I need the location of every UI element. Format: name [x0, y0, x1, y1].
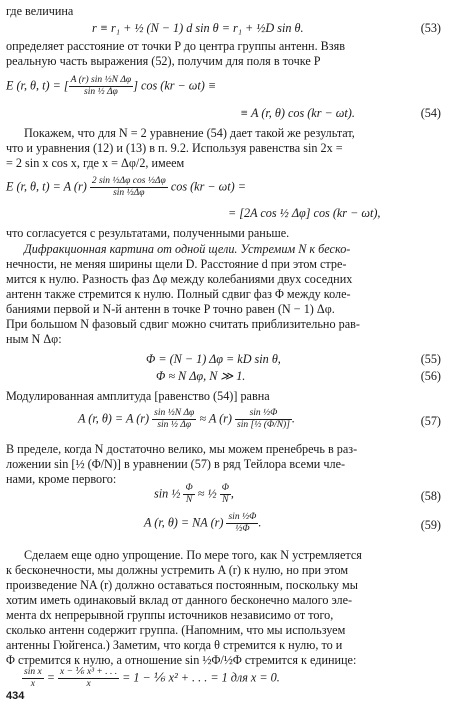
equation-n2-line2: = [2A cos ½ Δφ] cos (kr − ωt),: [228, 206, 381, 220]
text-line: антенны Гюйгенса.) Заметим, что когда θ стремится к нулю, то и: [6, 638, 343, 652]
text-line: мента dx непрерывной группы источников независимо от того,: [6, 608, 334, 622]
text-line: Модулированная амплитуда [равенство (54)] равна: [6, 389, 270, 403]
equation-number-59: (59): [420, 518, 441, 532]
equation-58-fraction-1: [183, 483, 194, 506]
equation-58: sin ½ $\frac{\Phi}{N}$ ≈ ½ $\frac{\Phi}{N}$ ,: [154, 483, 234, 505]
equation-number-53: (53): [420, 21, 441, 35]
equation-number-54: (54): [420, 106, 441, 120]
equation-57-denominator-2: sin [½ (Φ/N)]: [237, 420, 290, 430]
text-line: нечности, не меняя ширины щели D. Расстояние d при этом стре-: [6, 257, 347, 271]
equation-54-line2: ≡ A (r, θ) cos (kr − ωt).: [240, 106, 355, 120]
equation-58-denominator-2: N: [222, 495, 229, 505]
text-line: Φ стремится к нулю, а отношение sin ½Φ/½Φ стремится к единице:: [6, 653, 357, 667]
equation-58-numerator-2: Φ: [221, 483, 229, 493]
equation-57: A (r, θ) = A (r) $\frac{\text{sin ½N Δφ}}{\text{sin ½ Δφ}}$ ≈ A (r) $\frac{\text{sin ½Φ}}{\text{sin [½ (Φ/N)]}}$ .: [78, 408, 295, 430]
equation-sinx-denominator-2: x: [86, 679, 91, 689]
equation-59-lhs: A (r, θ) = NA (r): [144, 515, 224, 530]
text-line: ложении sin [½ (Φ/N)] в уравнении (57) в ряд Тейлора всеми чле-: [6, 457, 346, 471]
equation-number-56: (56): [420, 369, 441, 383]
equation-54-fraction: [69, 75, 134, 98]
text-line: к бесконечности, мы должны устремить A (r) к нулю, но при этом: [6, 563, 349, 577]
text-line: реальную часть выражения (52), получим для поля в точке P: [6, 54, 321, 68]
equation-57-denominator-1: sin ½ Δφ: [157, 420, 192, 430]
equation-sinx-numerator-1: sin x: [24, 667, 42, 677]
equation-59-numerator: sin ½Φ: [228, 512, 257, 522]
equation-59: A (r, θ) = NA (r) $\frac{\text{sin ½Φ}}{\text{½Φ}}$ .: [144, 512, 262, 534]
section-heading-line: Дифракционная картина от одной щели. Устремим N к беско-: [24, 242, 351, 256]
equation-54-denominator: sin ½ Δφ: [84, 87, 118, 97]
equation-sinx-equals: =: [46, 670, 55, 685]
text-line: В пределе, когда N достаточно велико, мы можем пренебречь в раз-: [6, 442, 358, 456]
equation-58-denominator-1: N: [185, 495, 193, 505]
equation-n2-denominator: sin ½Δφ: [113, 188, 145, 198]
equation-58-fraction-2: [220, 483, 231, 506]
equation-54-lhs: E (r, θ, t) =: [6, 78, 61, 93]
equation-58-numerator-1: Φ: [185, 483, 193, 493]
equation-54-tail: cos (kr − ωt) ≡: [140, 78, 217, 93]
equation-57-middle: ≈ A (r): [199, 411, 232, 426]
text-line: определяет расстояние от точки P до центра группы антенн. Взяв: [6, 39, 345, 53]
text-line: = 2 sin x cos x, где x = Δφ/2, имеем: [6, 156, 185, 170]
equation-n2-lhs: E (r, θ, t) = A (r): [6, 179, 87, 194]
equation-53: r ≡ r₁ + ½ (N − 1) d sin θ = r₁ + ½D sin θ.: [92, 21, 304, 35]
equation-sinx-limit: [22, 667, 280, 690]
equation-57-fraction-2: [235, 408, 292, 431]
equation-sinx-numerator-2: x − ⅙ x³ + . . .: [60, 667, 118, 677]
text-line: хотим иметь одинаковый вклад от данного бесконечно малого эле-: [6, 593, 353, 607]
equation-number-58: (58): [420, 489, 441, 503]
text-line: Сделаем еще одно упрощение. По мере того, как N устремляется: [24, 548, 362, 562]
equation-55: Φ = (N − 1) Δφ = kD sin θ,: [146, 352, 281, 366]
text-line: что и уравнения (12) и (13) в п. 9.2. Используя равенства sin 2x =: [6, 141, 343, 155]
equation-sinx-fraction-1: [22, 667, 44, 690]
equation-number-57: (57): [420, 414, 441, 428]
equation-54-numerator: A (r) sin ½N Δφ: [70, 75, 132, 85]
equation-n2-tail: cos (kr − ωt) =: [170, 179, 246, 194]
equation-number-55: (55): [420, 352, 441, 366]
equation-56: Φ ≈ N Δφ, N ≫ 1.: [156, 369, 246, 383]
text-line: антенн также стремится к нулю. Полный сдвиг фаз Φ между коле-: [6, 287, 351, 301]
text-line: При большом N фазовый сдвиг можно считать приблизительно рав-: [6, 317, 360, 331]
equation-sinx-tail: = 1 − ⅙ x² + . . . = 1 для x = 0.: [122, 670, 280, 685]
text-line: где величина: [6, 4, 74, 18]
equation-57-numerator-2: sin ½Φ: [235, 408, 292, 420]
text-line: что согласуется с результатами, полученными раньше.: [6, 226, 290, 240]
equation-59-denominator: ½Φ: [235, 524, 250, 534]
equation-57-lhs: A (r, θ) = A (r): [78, 411, 150, 426]
text-line: мится к нулю. Разность фаз Δφ между колебаниями двух соседних: [6, 272, 353, 286]
equation-57-numerator-1: sin ½N Δφ: [154, 408, 195, 418]
equation-sinx-denominator-1: x: [30, 679, 35, 689]
equation-n2-numerator: 2 sin ½Δφ cos ½Δφ: [91, 176, 166, 186]
text-line: баниями первой и N-й антенн в точке P точно равен (N − 1) Δφ.: [6, 302, 335, 316]
equation-58-middle: ≈ ½: [197, 486, 217, 501]
equation-59-fraction: [226, 512, 258, 535]
equation-sinx-fraction-2: [58, 667, 119, 690]
equation-54-line1: E (r, θ, t) = [ $\frac{\text{A (r) sin ½N Δφ}}{\text{sin ½ Δφ}}$ ] cos (kr − ωt) ≡: [6, 75, 217, 97]
equation-58-lhs: sin ½: [154, 486, 181, 501]
text-line: ным N Δφ:: [6, 332, 62, 346]
equation-n2-line1: [6, 176, 246, 199]
text-line: нами, кроме первого:: [6, 472, 117, 486]
equation-n2-fraction: [90, 176, 168, 199]
text-line: сколько антенн содержит группа. (Напомним, что мы используем: [6, 623, 346, 637]
text-line: Покажем, что для N = 2 уравнение (54) дает такой же результат,: [24, 126, 355, 140]
page-number: 434: [6, 690, 25, 702]
text-line: произведение NA (r) должно оставаться постоянным, поскольку мы: [6, 578, 358, 592]
equation-57-fraction-1: [152, 408, 196, 431]
